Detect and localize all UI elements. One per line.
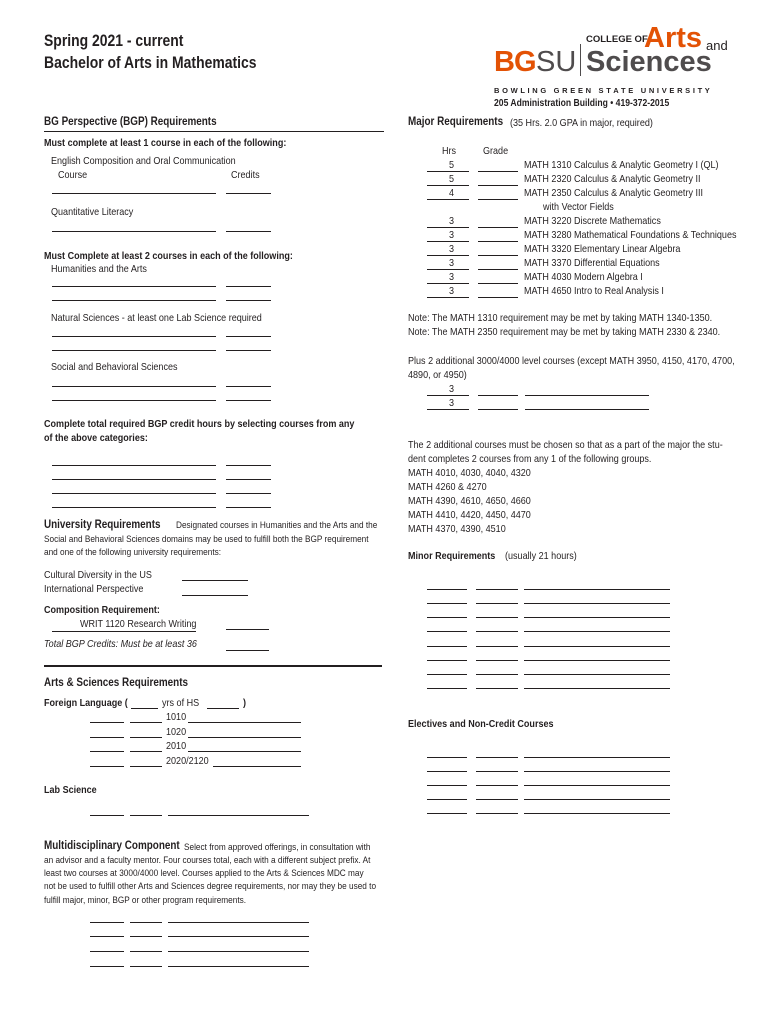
mdc-grade-line-3[interactable] — [130, 951, 162, 952]
bgp-complete-line1: Complete total required BGP credit hours by selecting courses from any — [44, 418, 355, 430]
minor-course-line-8[interactable] — [524, 688, 670, 689]
major-hrs-line-3 — [427, 199, 469, 200]
elective-course-line-5[interactable] — [524, 813, 670, 814]
minor-hrs-line-5[interactable] — [427, 646, 467, 647]
lang-2010-grade-line[interactable] — [130, 751, 162, 752]
humanities-credits-line-2[interactable] — [226, 300, 271, 301]
elective-grade-line-1[interactable] — [476, 757, 518, 758]
extra-credits-line-4[interactable] — [226, 507, 271, 508]
elective-course-line-3[interactable] — [524, 785, 670, 786]
major-grade-line-8[interactable] — [478, 283, 518, 284]
major-hrs-3: 4 — [449, 187, 455, 199]
elective-grade-line-5[interactable] — [476, 813, 518, 814]
lab-science-label: Lab Science — [44, 784, 97, 796]
major-grade-line-2[interactable] — [478, 185, 518, 186]
bgp-course-label: Course — [58, 169, 88, 181]
bgp-complete-line2: of the above categories: — [44, 432, 148, 444]
major-hrs-1: 5 — [449, 159, 455, 171]
elective-course-line-2[interactable] — [524, 771, 670, 772]
bgp-quant-label: Quantitative Literacy — [51, 206, 134, 218]
major-grade-line-9[interactable] — [478, 297, 518, 298]
natural-course-line-2[interactable] — [52, 350, 216, 351]
group-5: MATH 4370, 4390, 4510 — [408, 523, 506, 535]
plus-hrs-line-1 — [427, 395, 469, 396]
lang-2020-hrs-line[interactable] — [90, 766, 124, 767]
major-hrs-2: 5 — [449, 173, 455, 185]
elective-hrs-line-3[interactable] — [427, 785, 467, 786]
plus-course-line-1[interactable] — [525, 395, 649, 396]
major-grade-line-3[interactable] — [478, 199, 518, 200]
bgp-natural-label: Natural Sciences - at least one Lab Science required — [51, 312, 262, 324]
elective-course-line-1[interactable] — [524, 757, 670, 758]
cultural-diversity-label: Cultural Diversity in the US — [44, 569, 152, 581]
bgp-humanities-label: Humanities and the Arts — [51, 263, 147, 275]
plus-course-line-2[interactable] — [525, 409, 649, 410]
major-hrs-line-4 — [427, 227, 469, 228]
lang-2020-grade-line[interactable] — [130, 766, 162, 767]
lang-2020-2120: 2020/2120 — [166, 755, 209, 767]
extra-course-line-1[interactable] — [52, 465, 216, 466]
minor-grade-line-1[interactable] — [476, 589, 518, 590]
foreign-language-suffix: ) — [243, 697, 247, 709]
page-title-line1: Spring 2021 - current — [44, 31, 184, 50]
quant-course-line[interactable] — [52, 231, 216, 232]
major-heading: Major Requirements — [408, 116, 504, 128]
major-course-1: MATH 1310 Calculus & Analytic Geometry I (QL) — [524, 159, 719, 171]
extra-credits-line-2[interactable] — [226, 479, 271, 480]
total-bgp-credits: Total BGP Credits: Must be at least 36 — [44, 638, 197, 650]
major-hrs-7: 3 — [449, 257, 455, 269]
lang-2010-hrs-line[interactable] — [90, 751, 124, 752]
minor-grade-line-6[interactable] — [476, 660, 518, 661]
minor-grade-line-2[interactable] — [476, 603, 518, 604]
extra-course-line-3[interactable] — [52, 493, 216, 494]
bgp-must1: Must complete at least 1 course in each of the following: — [44, 137, 287, 149]
major-grade-line-5[interactable] — [478, 241, 518, 242]
lab-grade-line[interactable] — [130, 815, 162, 816]
mdc-heading: Multidisciplinary Component — [44, 840, 180, 852]
writ-credits-line[interactable] — [226, 629, 269, 630]
group-1: MATH 4010, 4030, 4040, 4320 — [408, 467, 531, 479]
social-course-line-2[interactable] — [52, 400, 216, 401]
minor-grade-line-4[interactable] — [476, 631, 518, 632]
section-divider — [44, 665, 382, 667]
major-hrs-line-1 — [427, 171, 469, 172]
major-grade-line-4[interactable] — [478, 227, 518, 228]
minor-course-line-3[interactable] — [524, 617, 670, 618]
mdc-hrs-line-2[interactable] — [90, 936, 124, 937]
minor-grade-line-3[interactable] — [476, 617, 518, 618]
major-course-3-cont: with Vector Fields — [543, 201, 614, 213]
major-course-3: MATH 2350 Calculus & Analytic Geometry III — [524, 187, 704, 199]
lang-1010-course-line[interactable] — [188, 722, 301, 723]
extra-credits-line-1[interactable] — [226, 465, 271, 466]
natural-credits-line-1[interactable] — [226, 336, 271, 337]
major-plus-line1: Plus 2 additional 3000/4000 level courses (except MATH 3950, 4150, 4170, 4700, — [408, 355, 735, 367]
logo-arts: Arts — [644, 22, 703, 54]
plus-hrs-line-2 — [427, 409, 469, 410]
total-credits-line[interactable] — [226, 650, 269, 651]
plus-hrs-2: 3 — [449, 397, 455, 409]
international-line[interactable] — [182, 595, 248, 596]
bgp-credits-label: Credits — [231, 169, 260, 181]
elective-hrs-line-1[interactable] — [427, 757, 467, 758]
minor-hrs-line-6[interactable] — [427, 660, 467, 661]
elective-hrs-line-2[interactable] — [427, 771, 467, 772]
natural-credits-line-2[interactable] — [226, 350, 271, 351]
group-2: MATH 4260 & 4270 — [408, 481, 487, 493]
logo-and: and — [706, 38, 728, 53]
lang-1020: 1020 — [166, 726, 187, 738]
foreign-yrs-hs-line[interactable] — [207, 708, 239, 709]
mdc-line-1: an advisor and a faculty mentor. Four courses total, each with a different subject prefix. At — [44, 855, 371, 866]
lang-1020-grade-line[interactable] — [130, 737, 162, 738]
major-course-6: MATH 3320 Elementary Linear Algebra — [524, 243, 681, 255]
university-heading: University Requirements — [44, 519, 161, 531]
bgp-must2: Must Complete at least 2 courses in each of the following: — [44, 250, 293, 262]
lang-1010-grade-line[interactable] — [130, 722, 162, 723]
logo-divider — [580, 44, 581, 76]
lang-1020-course-line[interactable] — [188, 737, 301, 738]
minor-course-line-4[interactable] — [524, 631, 670, 632]
lang-1010: 1010 — [166, 711, 187, 723]
minor-hrs-line-3[interactable] — [427, 617, 467, 618]
foreign-language-mid: yrs of HS — [162, 697, 200, 709]
major-course-2: MATH 2320 Calculus & Analytic Geometry II — [524, 173, 701, 185]
writ-course: WRIT 1120 Research Writing — [80, 618, 197, 630]
mdc-hrs-line-3[interactable] — [90, 951, 124, 952]
major-grade-line-6[interactable] — [478, 255, 518, 256]
elective-hrs-line-4[interactable] — [427, 799, 467, 800]
mdc-grade-line-2[interactable] — [130, 936, 162, 937]
minor-grade-line-5[interactable] — [476, 646, 518, 647]
extra-credits-line-3[interactable] — [226, 493, 271, 494]
minor-course-line-1[interactable] — [524, 589, 670, 590]
composition-heading: Composition Requirement: — [44, 604, 160, 616]
logo-sciences: Sciences — [586, 46, 712, 78]
social-credits-line-2[interactable] — [226, 400, 271, 401]
minor-hrs-line-8[interactable] — [427, 688, 467, 689]
social-course-line-1[interactable] — [52, 386, 216, 387]
group-3: MATH 4390, 4610, 4650, 4660 — [408, 495, 531, 507]
minor-course-line-2[interactable] — [524, 603, 670, 604]
page-title-line2: Bachelor of Arts in Mathematics — [44, 53, 257, 72]
major-hrs-line-5 — [427, 241, 469, 242]
plus-hrs-1: 3 — [449, 383, 455, 395]
major-note-2: Note: The MATH 2350 requirement may be met by taking MATH 2330 & 2340. — [408, 326, 721, 338]
mdc-hrs-line-1[interactable] — [90, 922, 124, 923]
english-course-line[interactable] — [52, 193, 216, 194]
major-hrs-line-2 — [427, 185, 469, 186]
major-course-8: MATH 4030 Modern Algebra I — [524, 271, 643, 283]
major-course-5: MATH 3280 Mathematical Foundations & Techniques — [524, 229, 737, 241]
college-logo — [494, 24, 734, 84]
elective-hrs-line-5[interactable] — [427, 813, 467, 814]
humanities-course-line-2[interactable] — [52, 300, 216, 301]
major-hrs-8: 3 — [449, 271, 455, 283]
major-hrs-9: 3 — [449, 285, 455, 297]
lang-1010-hrs-line[interactable] — [90, 722, 124, 723]
minor-hrs-line-1[interactable] — [427, 589, 467, 590]
mdc-line-3: not be used to fulfill other Arts and Sciences degree requirements, nor may they be used to — [44, 881, 377, 892]
plus-grade-line-1[interactable] — [478, 395, 518, 396]
english-credits-line[interactable] — [226, 193, 271, 194]
minor-course-line-7[interactable] — [524, 674, 670, 675]
university-name: B O W L I N G G R E E N S T A T E U N I V E R S I T Y — [494, 86, 711, 95]
mdc-line-2: least two courses at 3000/4000 level. Courses applied to the Arts & Sciences MDC may — [44, 868, 364, 879]
major-hrs-line-9 — [427, 297, 469, 298]
lang-2020-course-line[interactable] — [213, 766, 301, 767]
mdc-course-line-4[interactable] — [168, 966, 309, 967]
bgp-heading: BG Perspective (BGP) Requirements — [44, 116, 217, 128]
university-text-line2: Social and Behavioral Sciences domains may be used to fulfill both the BGP requirement — [44, 534, 369, 545]
group-4: MATH 4410, 4420, 4450, 4470 — [408, 509, 531, 521]
mdc-line-4: fulfill major, minor, BGP or other program requirements. — [44, 895, 247, 906]
bgp-heading-rule — [44, 131, 384, 132]
major-hrs-line-6 — [427, 255, 469, 256]
plus-grade-line-2[interactable] — [478, 409, 518, 410]
major-hrs-line-7 — [427, 269, 469, 270]
foreign-language-prefix: Foreign Language ( — [44, 697, 128, 709]
natural-course-line-1[interactable] — [52, 336, 216, 337]
foreign-yrs-line[interactable] — [131, 708, 158, 709]
writ-underline — [52, 631, 196, 632]
major-plus-line2: 4890, or 4950) — [408, 369, 467, 381]
elective-course-line-4[interactable] — [524, 799, 670, 800]
cultural-diversity-line[interactable] — [182, 580, 248, 581]
bgp-english-label: English Composition and Oral Communication — [51, 155, 236, 167]
lang-2010-course-line[interactable] — [188, 751, 301, 752]
minor-grade-line-7[interactable] — [476, 674, 518, 675]
elective-grade-line-4[interactable] — [476, 799, 518, 800]
major-course-7: MATH 3370 Differential Equations — [524, 257, 660, 269]
electives-heading: Electives and Non-Credit Courses — [408, 718, 554, 730]
major-grade-line-7[interactable] — [478, 269, 518, 270]
minor-note: (usually 21 hours) — [505, 550, 577, 562]
university-text-line3: and one of the following university requirements: — [44, 547, 222, 558]
mdc-course-line-1[interactable] — [168, 922, 309, 923]
humanities-credits-line-1[interactable] — [226, 286, 271, 287]
minor-course-line-6[interactable] — [524, 660, 670, 661]
lang-2010: 2010 — [166, 740, 187, 752]
mdc-hrs-line-4[interactable] — [90, 966, 124, 967]
extra-course-line-2[interactable] — [52, 479, 216, 480]
major-grade-line-1[interactable] — [478, 171, 518, 172]
international-label: International Perspective — [44, 583, 144, 595]
mdc-course-line-3[interactable] — [168, 951, 309, 952]
major-heading-note: (35 Hrs. 2.0 GPA in major, required) — [510, 117, 653, 129]
major-note-1: Note: The MATH 1310 requirement may be met by taking MATH 1340-1350. — [408, 312, 713, 324]
arts-sciences-heading: Arts & Sciences Requirements — [44, 677, 189, 689]
grade-label: Grade — [483, 145, 509, 157]
hrs-label: Hrs — [442, 145, 457, 157]
mdc-grade-line-1[interactable] — [130, 922, 162, 923]
extra-course-line-4[interactable] — [52, 507, 216, 508]
elective-grade-line-3[interactable] — [476, 785, 518, 786]
mdc-course-line-2[interactable] — [168, 936, 309, 937]
logo-su-text: SU — [536, 46, 577, 78]
minor-hrs-line-7[interactable] — [427, 674, 467, 675]
bgp-social-label: Social and Behavioral Sciences — [51, 361, 178, 373]
major-course-4: MATH 3220 Discrete Mathematics — [524, 215, 661, 227]
university-text-inline: Designated courses in Humanities and the Arts and the — [176, 520, 378, 531]
major-hrs-5: 3 — [449, 229, 455, 241]
quant-credits-line[interactable] — [226, 231, 271, 232]
groups-line1: The 2 additional courses must be chosen so that as a part of the major the stu- — [408, 439, 723, 451]
elective-grade-line-2[interactable] — [476, 771, 518, 772]
minor-hrs-line-2[interactable] — [427, 603, 467, 604]
major-course-9: MATH 4650 Intro to Real Analysis I — [524, 285, 664, 297]
logo-college-of: COLLEGE OF — [586, 34, 648, 45]
mdc-grade-line-4[interactable] — [130, 966, 162, 967]
humanities-course-line-1[interactable] — [52, 286, 216, 287]
logo-bg-text: BG — [494, 46, 536, 78]
minor-course-line-5[interactable] — [524, 646, 670, 647]
minor-grade-line-8[interactable] — [476, 688, 518, 689]
major-hrs-line-8 — [427, 283, 469, 284]
mdc-inline: Select from approved offerings, in consultation with — [184, 842, 371, 853]
major-hrs-6: 3 — [449, 243, 455, 255]
lab-hrs-line[interactable] — [90, 815, 124, 816]
address-line: 205 Administration Building • 419-372-2015 — [494, 98, 670, 109]
major-hrs-4: 3 — [449, 215, 455, 227]
social-credits-line-1[interactable] — [226, 386, 271, 387]
groups-line2: dent completes 2 courses from any 1 of the following groups. — [408, 453, 652, 465]
lang-1020-hrs-line[interactable] — [90, 737, 124, 738]
lab-course-line[interactable] — [168, 815, 309, 816]
minor-hrs-line-4[interactable] — [427, 631, 467, 632]
minor-heading: Minor Requirements — [408, 550, 496, 562]
